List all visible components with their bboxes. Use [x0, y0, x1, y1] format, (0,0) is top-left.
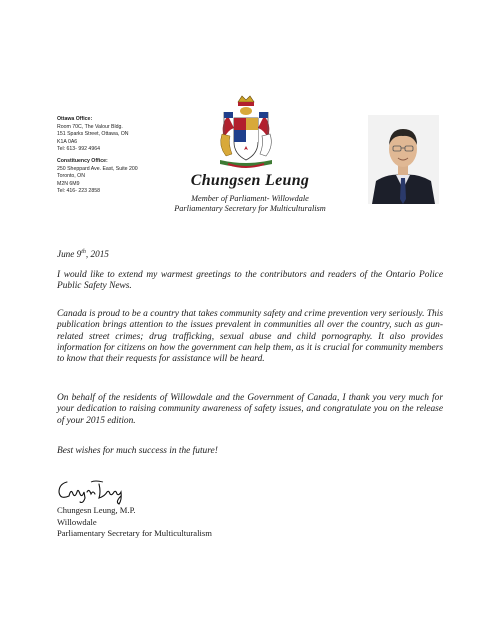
ottawa-office-line: Room 70C, The Valour Bldg. [57, 123, 123, 130]
letter-date [57, 249, 109, 259]
ottawa-office-line: Tel: 613- 992 4964 [57, 146, 100, 153]
constituency-office-line: 250 Sheppard Ave. East, Suite 200 [57, 165, 138, 172]
letter-paragraph: Canada is proud to be a country that takes community safety and crime prevention very seriously. This publication brings attention to the issues prevalent in communities all over the country, such as gun-related street crimes; drug trafficking, sexual abuse and child pornography. It also provides information for citizens on how the government can help them, as it is crucial for community members to know that their requests for assistance will be heard. [57, 309, 443, 365]
ottawa-office-line: 151 Sparks Street, Ottawa, ON [57, 131, 129, 138]
constituency-office-line: M2N 6M9 [57, 180, 80, 187]
constituency-office-heading: Constituency Office: [57, 157, 108, 164]
mp-title-line: Parliamentary Secretary for Multiculturalism [174, 204, 326, 213]
signer-name: Chungesn Leung, M.P. [57, 505, 136, 515]
date-year: , 2015 [85, 249, 109, 260]
mp-titles [150, 194, 350, 214]
date-suffix: th [81, 249, 86, 255]
signer-riding: Willowdale [57, 516, 97, 527]
mp-name: Chungsen Leung [190, 172, 310, 189]
portrait-photo [368, 115, 439, 204]
constituency-office-line: Tel: 416- 223 2858 [57, 188, 100, 195]
ottawa-office-line: K1A 0A6 [57, 138, 78, 145]
signer-role: Parliamentary Secretary for Multiculturalism [57, 528, 212, 538]
letter-closing: Best wishes for much success in the future! [57, 446, 218, 456]
constituency-office-line: Toronto, ON [57, 173, 85, 180]
letter-paragraph: On behalf of the residents of Willowdale and the Government of Canada, I thank you very much for your dedication to raising community awareness of safety issues, and congratulate you on the release of your 2015 edition. [57, 393, 443, 426]
mp-title-line: Member of Parliament- Willowdale [191, 194, 309, 203]
date-day: June 9 [57, 249, 82, 260]
letter-paragraph: I would like to extend my warmest greetings to the contributors and readers of the Ontario Police Public Safety News. [57, 270, 443, 292]
handwritten-signature [55, 470, 145, 510]
ottawa-office-heading: Ottawa Office: [57, 116, 93, 122]
signer-block [57, 505, 212, 540]
coat-of-arms-icon [214, 94, 278, 172]
